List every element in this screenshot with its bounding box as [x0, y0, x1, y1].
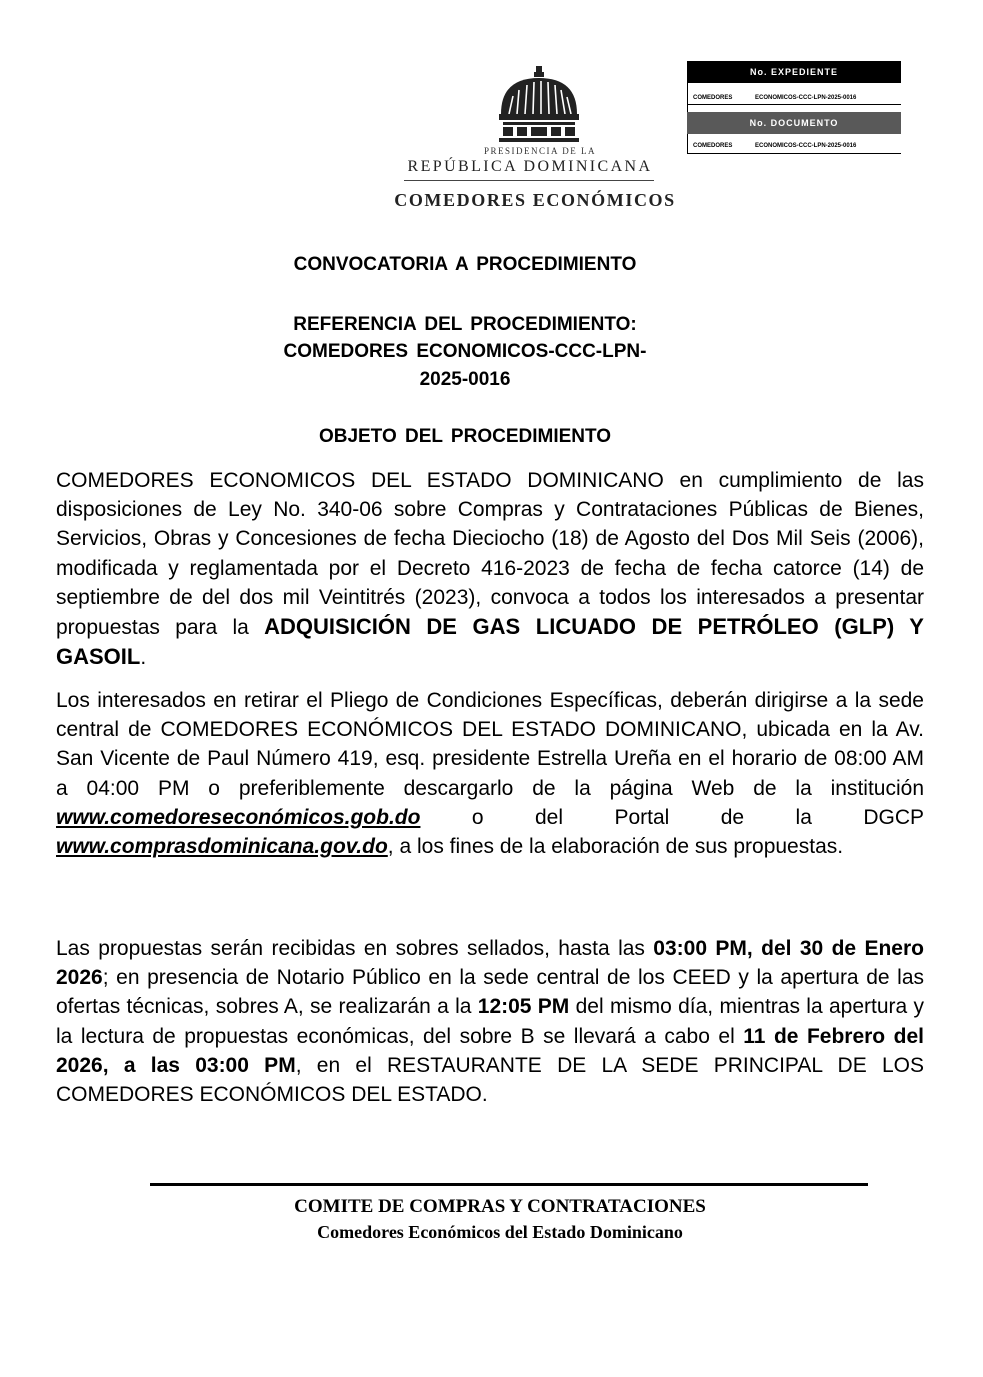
brand-presidencia: PRESIDENCIA DE LA — [483, 146, 596, 156]
paragraph-schedule — [56, 934, 924, 1109]
expediente-box — [687, 61, 901, 154]
expediente-key: COMEDORES — [693, 95, 733, 101]
paragraph-pliego — [56, 686, 924, 861]
paragraph-pliego-text-2: o del Portal de la DGCP — [420, 805, 924, 829]
procurement-object: ADQUISICIÓN DE GAS LICUADO DE PETRÓLEO (GLP) Y GASOIL — [56, 614, 924, 670]
reference-label: REFERENCIA DEL PROCEDIMIENTO: — [293, 314, 637, 335]
object-heading: OBJETO DEL PROCEDIMIENTO — [318, 426, 612, 447]
economic-opening-date: 11 de Febrero del 2026, a las 03:00 PM — [56, 1024, 924, 1077]
documento-value: ECONOMICOS-CCC-LPN-2025-0016 — [755, 143, 857, 149]
brand-divider — [404, 180, 654, 181]
paragraph-schedule-text-4: , en el RESTAURANTE DE LA SEDE PRINCIPAL DE LOS COMEDORES ECONÓMICOS DEL ESTADO. — [56, 1053, 924, 1107]
paragraph-object-text: COMEDORES ECONOMICOS DEL ESTADO DOMINICANO en cumplimiento de las disposiciones de Ley No. 340-06 sobre Compras y Contrataciones Públicas de Bienes, Servicios, Obras y Concesiones de fecha Dieciocho (18) de Agosto del Dos Mil Seis (2006), modificada y reglamentada por el Decreto 416-2023 de fecha de fecha catorce (14) de septiembre de del dos mil Veintitrés (2023), convoca a todos los interesados a presentar propuestas para la — [56, 469, 924, 640]
expediente-label: No. EXPEDIENTE — [687, 61, 901, 83]
signature-line — [150, 1183, 868, 1186]
paragraph-object-end: . — [140, 646, 147, 670]
document-title: CONVOCATORIA A PROCEDIMIENTO — [293, 254, 637, 275]
committee-name: COMITE DE COMPRAS Y CONTRATACIONES — [294, 1196, 706, 1217]
opening-time: 12:05 PM — [477, 995, 570, 1019]
box-rule — [687, 104, 901, 105]
dgcp-portal-link[interactable]: www.comprasdominicana.gov.do — [56, 835, 388, 859]
documento-label: No. DOCUMENTO — [687, 112, 901, 134]
paragraph-schedule-text-1: Las propuestas serán recibidas en sobres sellados, hasta las — [56, 937, 654, 960]
paragraph-pliego-text-3: , a los fines de la elaboración de sus propuestas. — [387, 835, 844, 859]
expediente-value: ECONOMICOS-CCC-LPN-2025-0016 — [755, 95, 857, 101]
documento-number — [693, 141, 899, 151]
brand-republica: REPÚBLICA DOMINICANA — [407, 158, 653, 175]
expediente-number — [693, 93, 899, 103]
paragraph-schedule-text-3: del mismo día, mientras la apertura y la lectura de propuestas económicas, del sobre B se llevará a cabo el — [56, 995, 924, 1048]
paragraph-object — [56, 466, 924, 672]
government-dome-logo — [497, 66, 581, 146]
paragraph-schedule-text-2: ; en presencia de Notario Público en la sede central de los CEED y la apertura de las ofertas técnicas, sobres A, se realizarán a la — [56, 966, 924, 1019]
submission-deadline: 03:00 PM, del 30 de Enero 2026 — [56, 937, 924, 990]
institution-website-link[interactable]: www.comedoreseconómicos.gob.do — [56, 805, 421, 829]
box-rule — [687, 153, 901, 154]
brand-institution: COMEDORES ECONÓMICOS — [394, 190, 676, 210]
reference-line-2: 2025-0016 — [419, 369, 511, 390]
documento-key: COMEDORES — [693, 143, 733, 149]
reference-line-1: COMEDORES ECONOMICOS-CCC-LPN- — [283, 341, 647, 362]
paragraph-pliego-text-1: Los interesados en retirar el Pliego de Condiciones Específicas, deberán dirigirse a la sede central de COMEDORES ECONÓMICOS DEL ESTADO DOMINICANO, ubicada en la Av. San Vicente de Paul Número 419, esq. presidente Estrella Ureña en el horario de 08:00 AM a 04:00 PM o preferiblemente descargarlo de la página Web de la institución — [56, 689, 924, 800]
institution-name: Comedores Económicos del Estado Dominicano — [317, 1222, 683, 1242]
